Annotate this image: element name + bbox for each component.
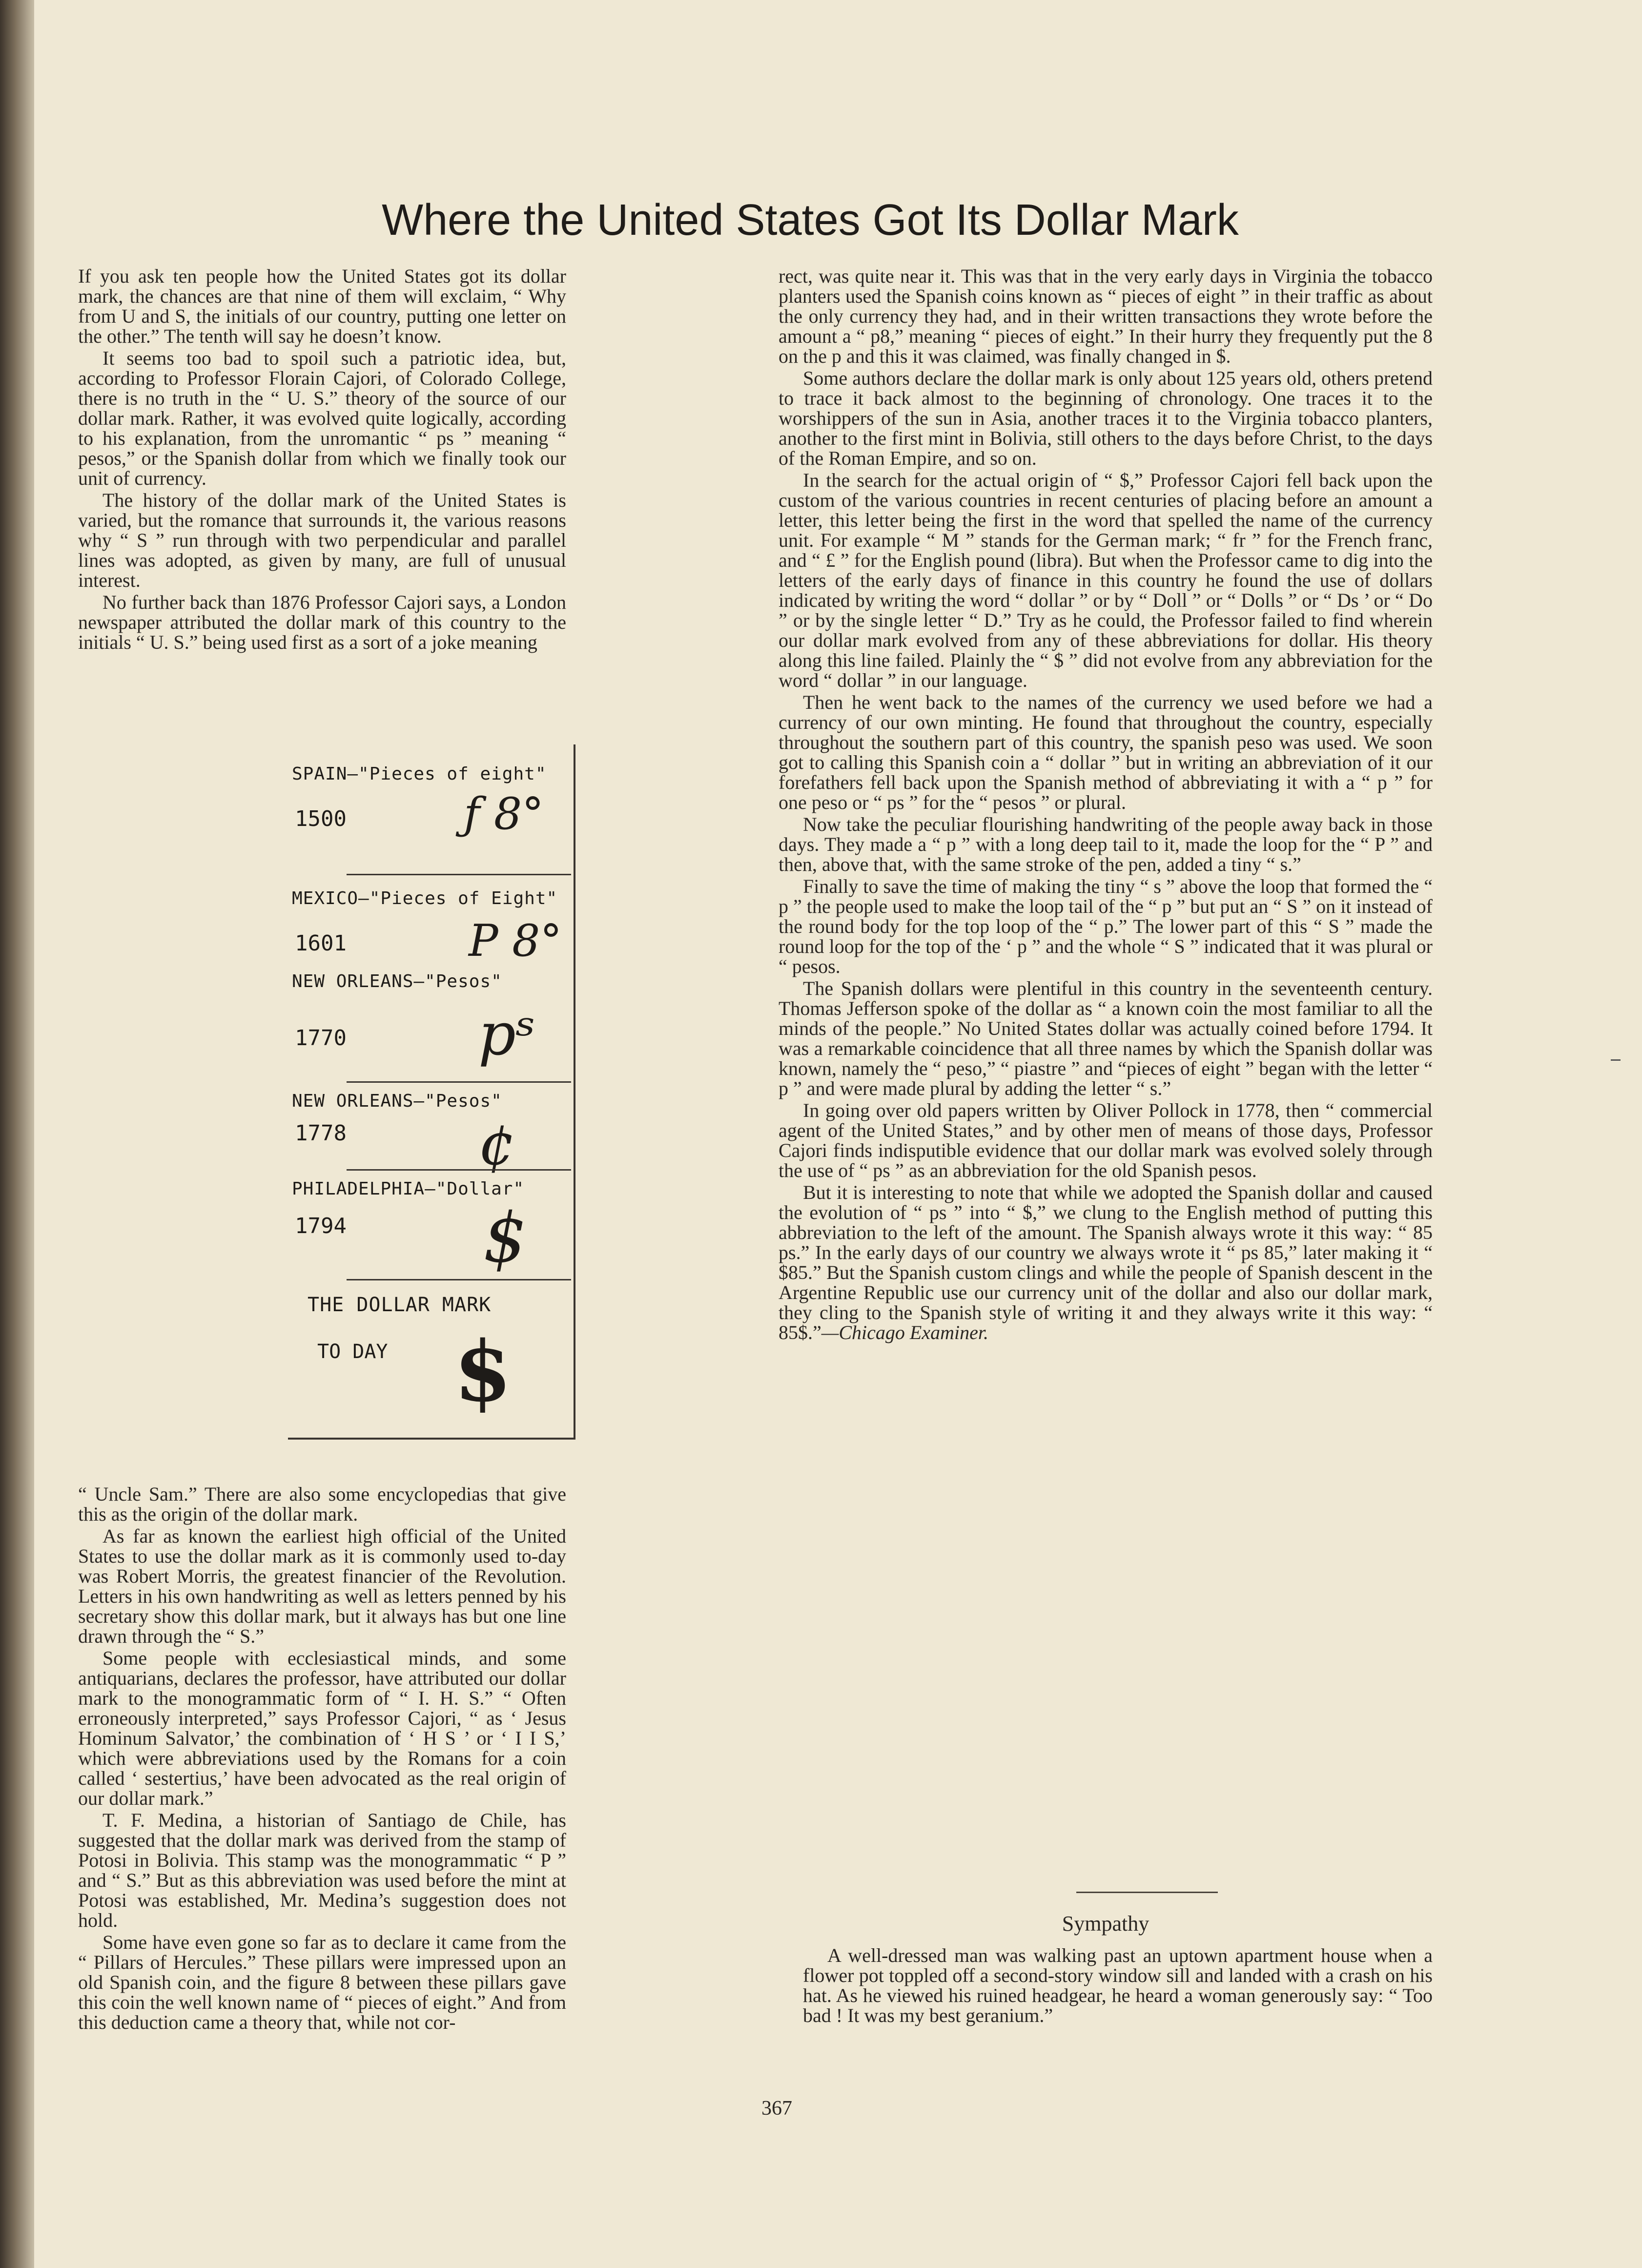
article-title: Where the United States Got Its Dollar Mark xyxy=(382,196,1239,245)
paragraph: Then he went back to the names of the currency we used before we had a currency of our own minting. He found that throughout the country, especially throughout the southern part of this country, the spanish peso was used. We soon got to calling this Spanish coin a “ dollar ” but in writing an abbreviation of it our forefathers fell back upon the Spanish method of abbreviating it with a “ p ” for one peso or “ ps ” for the “ pesos ” or plural. xyxy=(779,691,1433,813)
paragraph: No further back than 1876 Professor Cajori says, a London newspaper attributed the dollar mark of this country to the initials “ U. S.” being used first as a sort of a joke meaning xyxy=(78,591,566,653)
paragraph: Now take the peculiar flourishing handwriting of the people away back in those days. They made a “ p ” with a long deep tail to it, made the loop for the “ P ” and then, above that, with the same stroke of the pen, added a tiny “ s.” xyxy=(779,813,1433,875)
figure-place: NEW ORLEANS—"Pesos" xyxy=(292,1091,502,1111)
section-divider xyxy=(1076,1892,1218,1893)
figure-symbol: ƒ 8° xyxy=(464,788,544,840)
figure-today-label: TO DAY xyxy=(317,1340,388,1363)
paragraph: Some people with ecclesiastical minds, and some antiquarians, declares the professor, have attributed our dollar mark to the monogrammatic form of “ I. H. S.” “ Often erroneously interpreted,” says Professor Cajori, “ as ‘ Jesus Hominum Salvator,’ the combination of ‘ H S ’ or ‘ I I S,’ which were abbreviations used by the Romans for a coin called ‘ sestertius,’ have been advocated as the real origin of our dollar mark.” xyxy=(78,1647,566,1809)
figure-row xyxy=(288,971,574,1069)
figure-year: 1770 xyxy=(295,1026,347,1051)
paragraph: Finally to save the time of making the tiny “ s ” above the loop that formed the “ p ” the people used to make the loop tail of the “ p ” but put an “ S ” on it instead of the round body for the top loop of the “ p.” The lower part of this “ S ” made the round loop for the top of the ‘ p ” and the whole “ S ” indicated that it was plural or “ pesos. xyxy=(779,875,1433,977)
paragraph: Some authors declare the dollar mark is only about 125 years old, others pretend to trace it back almost to the beginning of chronology. One traces it to the worshippers of the sun in Asia, another traces it to the Virginia tobacco planters, another to the first mint in Bolivia, still others to the days before Christ, to the days of the Roman Empire, and so on. xyxy=(779,367,1433,469)
figure-year: 1601 xyxy=(295,931,347,956)
figure-divider xyxy=(347,874,571,875)
book-gutter xyxy=(0,0,34,2268)
left-column-lower xyxy=(78,1484,566,2032)
figure-symbol: P 8° xyxy=(469,915,562,967)
figure-today-caption: THE DOLLAR MARK xyxy=(308,1294,492,1316)
paragraph: “ Uncle Sam.” There are also some encyclopedias that give this as the origin of the dollar mark. xyxy=(78,1483,566,1525)
figure-year: 1500 xyxy=(295,806,347,831)
figure-divider xyxy=(347,1081,571,1083)
paragraph: In going over old papers written by Oliver Pollock in 1778, then “ commercial agent of the United States,” and by other men of means of those days, Professor Cajori finds indisputible evidence that our dollar mark was evolved solely through the use of “ ps ” as an abbreviation for the old Spanish pesos. xyxy=(779,1099,1433,1181)
figure-divider xyxy=(347,1279,571,1280)
margin-mark xyxy=(1611,1059,1621,1061)
figure-divider xyxy=(347,1169,571,1171)
left-column xyxy=(78,266,566,652)
citation: —Chicago Examiner. xyxy=(821,1321,988,1343)
paragraph: The history of the dollar mark of the United States is varied, but the romance that surrounds it, the various reasons why “ S ” run through with two perpendicular and parallel lines was adopted, as given by many, are full of unusual interest. xyxy=(78,489,566,591)
figure-place: PHILADELPHIA—"Dollar" xyxy=(292,1179,525,1199)
sympathy-title: Sympathy xyxy=(1062,1912,1149,1936)
paragraph: T. F. Medina, a historian of Santiago de Chile, has suggested that the dollar mark was derived from the stamp of Potosi in Bolivia. This stamp was the monogrammatic “ P ” and “ S.” But as this abbreviation was used before the mint at Potosi was established, Mr. Medina’s suggestion does not hold. xyxy=(78,1809,566,1931)
sympathy-body xyxy=(803,1945,1433,2025)
figure-place: SPAIN—"Pieces of eight" xyxy=(292,764,547,784)
figure-row xyxy=(288,888,574,967)
paragraph: But it is interesting to note that while we adopted the Spanish dollar and caused the evolution of “ ps ” into “ $,” we clung to the English method of putting this abbreviation to the left of the amount. The Spanish always wrote it this way: “ 85 ps.” In the early days of our country we always wrote it “ ps 85,” later making it “ $85.” But the Spanish custom clings and while the people of Spanish descent in the Argentine Republic use our currency unit of the dollar and also our dollar mark, they cling to the Spanish style of writing it and they always write it this way: “ 85$.” xyxy=(779,1181,1433,1343)
figure-place: NEW ORLEANS—"Pesos" xyxy=(292,971,502,991)
figure-year: 1778 xyxy=(295,1121,347,1146)
figure-row xyxy=(288,1179,574,1278)
figure-row xyxy=(288,764,574,840)
figure-symbol: ¢ xyxy=(478,1111,516,1178)
paragraph: It seems too bad to spoil such a patriotic idea, but, according to Professor Florain Cajori, of Colorado College, there is no truth in the “ U. S.” theory of the source of our dollar mark. Rather, it was evolved quite logically, according to his explanation, from the unromantic “ ps ” meaning “ pesos,” or the Spanish dollar from which we finally took our unit of currency. xyxy=(78,347,566,489)
paragraph-with-citation xyxy=(779,1182,1433,1342)
paragraph: rect, was quite near it. This was that in the very early days in Virginia the tobacco planters used the Spanish coins known as “ pieces of eight ” in their traffic as about the only currency they had, and in their written transactions they wrote before the amount a “ p8,” meaning “ pieces of eight.” In their hurry they frequently put the 8 on the p and this it was claimed, was finally changed in $. xyxy=(779,265,1433,367)
paragraph: In the search for the actual origin of “ $,” Professor Cajori fell back upon the custom of the various countries in recent centuries of placing before an amount a letter, this letter being the first in the word that spelled the name of the currency unit. For example “ M ” stands for the German mark; “ fr ” for the French franc, and “ £ ” for the English pound (libra). But when the Professor came to dig into the letters of the early days of finance in this country he found the use of dollars indicated by writing the word “ dollar ” or by “ Doll ” or “ Dolls ” or “ Ds ’ or “ Do ” or by the single letter “ D.” Try as he could, the Professor failed to find wherein our dollar mark evolved from any of these abbreviations for dollar. His theory along this line failed. Plainly the “ $ ” did not evolve from any abbreviation for the word “ dollar ” in our language. xyxy=(779,469,1433,691)
paragraph: The Spanish dollars were plentiful in this country in the seventeenth century. Thomas Jefferson spoke of the dollar as “ a known coin the most familiar to all the minds of the people.” No United States dollar was actually coined before 1794. It was a remarkable coincidence that all three names by which the Spanish dollar was known, namely the “ peso,” “ piastre ” and “pieces of eight ” began with the letter “ p ” and were made plural by adding the letter “ s.” xyxy=(779,977,1433,1099)
dollar-mark-evolution-figure xyxy=(288,744,575,1440)
figure-symbol: pˢ xyxy=(478,1001,536,1069)
paragraph: If you ask ten people how the United States got its dollar mark, the chances are that nine of them will exclaim, “ Why from U and S, the initials of our country, putting one letter on the other.” The tenth will say he doesn’t know. xyxy=(78,265,566,347)
paragraph: A well-dressed man was walking past an uptown apartment house when a flower pot toppled off a second-story window sill and landed with a crash on his hat. As he viewed his ruined headgear, he heard a woman generously say: “ Too bad ! It was my best geranium.” xyxy=(803,1944,1433,2026)
right-column xyxy=(779,266,1433,1342)
figure-row xyxy=(288,1091,574,1178)
figure-row-today xyxy=(288,1294,574,1421)
dollar-sign-icon: $ xyxy=(454,1323,512,1421)
figure-year: 1794 xyxy=(295,1214,347,1238)
page-number: 367 xyxy=(761,2097,792,2120)
figure-symbol: $ xyxy=(483,1198,527,1278)
paragraph: As far as known the earliest high official of the United States to use the dollar mark as it is commonly used to-day was Robert Morris, the greatest financier of the Revolution. Letters in his own handwriting as well as letters penned by his secretary show this dollar mark, but it always has but one line drawn through the “ S.” xyxy=(78,1525,566,1647)
paragraph: Some have even gone so far as to declare it came from the “ Pillars of Hercules.” These pillars were impressed upon an old Spanish coin, and the figure 8 between these pillars gave this coin the well known name of “ pieces of eight.” And from this deduction came a theory that, while not cor- xyxy=(78,1931,566,2033)
figure-place: MEXICO—"Pieces of Eight" xyxy=(292,888,558,908)
